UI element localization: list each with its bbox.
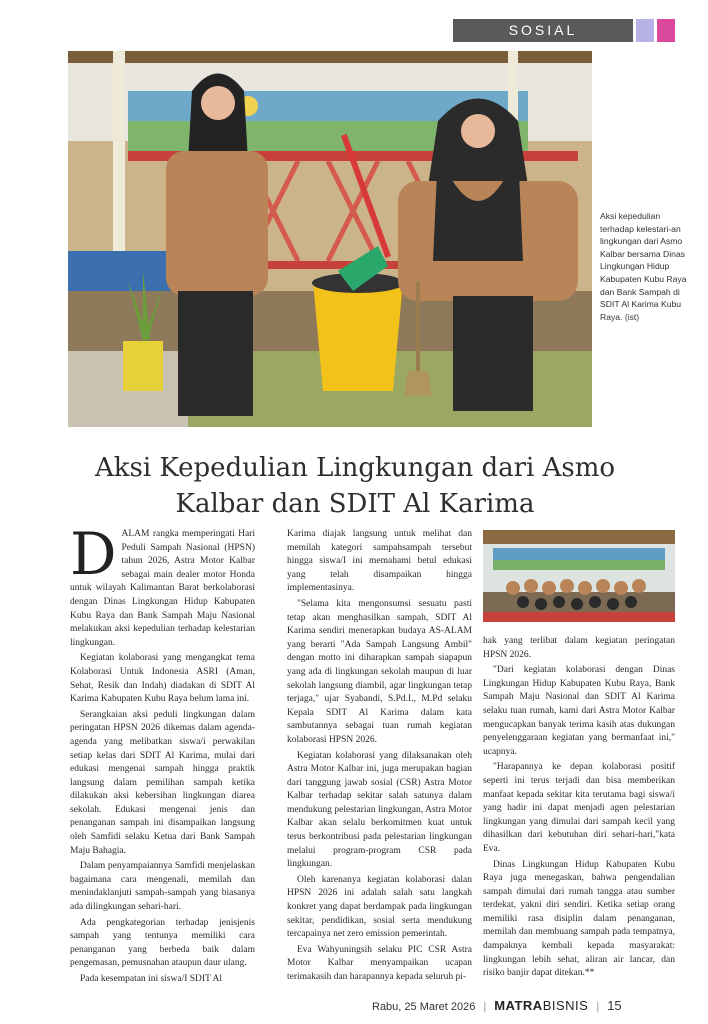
page-footer — [372, 998, 682, 1013]
paragraph: Ada pengkategorian terhadap jenisjenis sampah yang tentunya memiliki cara penanganan yang berbeda baik dalam pengemasan, pemusnahan ataupun daur ulang. — [70, 917, 255, 969]
paragraph: Pada kesempatan ini siswa/I SDIT Al — [80, 974, 223, 984]
paragraph: "Harapannya ke depan kolaborasi positif seperti ini terus terjadi dan bisa memberikan manfaat kepada sekitar kita terutama bagi siswa/i yang hadir ini dapat menjadi agen pelestarian lingkungan yang dimulai dari sampah kecil yang dihasilkan dari kebutuhan diri sehari-hari,"kata Eva. — [483, 762, 675, 854]
main-photo — [68, 51, 592, 427]
page-number: 15 — [607, 998, 622, 1013]
magazine-name — [494, 998, 588, 1013]
paragraph: "Selama kita mengonsumsi sesuatu pasti tetap akan menghasilkan sampah, SDIT Al Karima sendiri menerapkan budaya AS-ALAM yang berarti "Ada Sampah Langsung Ambil" dengan motto ini diharapkan sampah siapapun yang ada di lingkungan sekolah maupun di luar sekolah langsung diambil, agar lingkungan tetap terjaga," ujar Syabandi, S.Pd.I., M.Pd selaku Kepala SDIT Al Karima dalam kata sambutannya sebagai tuan rumah kegiatan kolaborasi HPSN 2026. — [287, 598, 472, 745]
article-column-1 — [70, 520, 255, 989]
lead-text: ALAM rangka memperingati Hari Peduli Sampah Nasional (HPSN) tahun 2026, Astra Motor Kalbar sebagai main dealer motor Honda untuk wilayah Kalimantan Barat berkolaborasi dengan Dinas Lingkungan Hidup Kabupaten Kubu Raya dan Bank Sampah Maju Nasional melakukan aksi kepedulian terhadap kelestarian lingkungan. — [70, 529, 255, 648]
magazine-name-normal: BISNIS — [542, 998, 589, 1013]
accent-square-purple — [636, 19, 654, 42]
footer-separator: | — [596, 1001, 600, 1013]
drop-cap: D — [70, 520, 117, 588]
lead-paragraph — [70, 520, 255, 650]
paragraph: "Dari kegiatan kolaborasi dengan Dinas Lingkungan Hidup Kabupaten Kubu Raya, Bank Sampah Maju Nasional dan SDIT Al Karima selaku tuan rumah, kami dari Astra Motor Kalbar mengucapkan banyak terima kasih atas dukungan penyelenggaraan kegiatan yang bermanfaat ini," ucapnya. — [483, 665, 675, 757]
photo-caption: Aksi kepedulian terhadap kelestari-an lingkungan dari Asmo Kalbar bersama Dinas Lingkungan Hidup Kabupaten Kubu Raya dan Bank Sampah di SDIT Al Karima Kubu Raya. (ist) — [600, 211, 687, 322]
group-photo — [483, 530, 675, 622]
paragraph: Serangkaian aksi peduli lingkungan dalam peringatan HPSN 2026 dikemas dalam agenda-agenda yang melibatkan siswa/i perwakilan setiap kelas dari SDIT Al Karima, mulai dari edukasi mengenai sampah hingga praktik langsung dalam pemilihan sampah ketika dilakukan aksi kebersihan lingkungan diarea sekolah. Edukasi mengenai jenis dan penanganan sampah ini disampaikan langsung oleh Samfidi selaku Ketua dari Bank Sampah Maju Bahagia. — [70, 709, 255, 856]
paragraph: Dinas Lingkungan Hidup Kabupaten Kubu Raya juga menegaskan, bahwa pengendalian sampah dimulai dari rumah tangga atau sumber terdekat, yakni diri sendiri. Ketika setiap orang memiliki rasa disiplin dalam penanganan, memilah dan membuang sampah pada tempatnya, dampaknya kembali kepada masyarakat: lingkungan lebih sehat, aliran air lancar, dan risiko banjir dapat ditekan.** — [483, 859, 675, 979]
paragraph: Dalam penyampaiannya Samfidi menjelaskan bagaimana cara mengenali, memilah dan menindaklanjuti sampah-sampah yang biasanya ada dilingkungan sehari-hari. — [70, 861, 255, 913]
article-column-3 — [483, 635, 675, 983]
issue-date: Rabu, 25 Maret 2026 — [372, 1001, 476, 1013]
paragraph: hak yang terlibat dalam kegiatan peringatan HPSN 2026. — [483, 636, 675, 660]
article-column-2 — [287, 528, 472, 987]
magazine-name-bold: MATRA — [494, 998, 543, 1013]
headline: Aksi Kepedulian Lingkungan dari Asmo Kalbar dan SDIT Al Karima — [94, 453, 616, 519]
accent-square-pink — [657, 19, 675, 42]
main-photo-illustration — [68, 51, 592, 427]
paragraph: Kegiatan kolaborasi yang mengangkat tema Kolaborasi Untuk Indonesia ASRI (Aman, Sehat, Resik dan Indah) diadakan di SDIT Al Karima Kabupaten Kubu Raya belum lama ini. — [70, 653, 255, 705]
paragraph: Karima diajak langsung untuk melihat dan memilah kategori sampahsampah tersebut hingga siswa/I ini memahami betul edukasi yang telah disampaikan hingga implementasinya. — [287, 529, 472, 594]
paragraph: Kegiatan kolaborasi yang dilaksanakan oleh Astra Motor Kalbar ini, juga merupakan bagian dari tanggung jawab sosial (CSR) Astra Motor Kalbar terhadap sekitar salah satunya dalam mendukung pelestarian lingkungan, Astra Motor Kalbar akan selalu berkomitmen kuat untuk terus berkontribusi pada pelestarian lingkungan melalui program-program CSR pada lingkungan. — [287, 750, 472, 870]
section-label: SOSIAL — [453, 19, 633, 42]
paragraph: Oleh karenanya kegiatan kolaborasi dalan HPSN 2026 ini adalah salah satu langkah konkret yang dapat berdampak pada lingkungan sekitar, pendidikan, sosial serta mendukung tercapainya net zero emission pemerintah. — [287, 874, 472, 940]
paragraph: Eva Wahyuningsih selaku PIC CSR Astra Motor Kalbar menyampaikan ucapan terimakasih dan harapannya kepada seluruh pi- — [287, 944, 472, 982]
group-photo-illustration — [483, 530, 675, 622]
footer-separator: | — [483, 1001, 487, 1013]
